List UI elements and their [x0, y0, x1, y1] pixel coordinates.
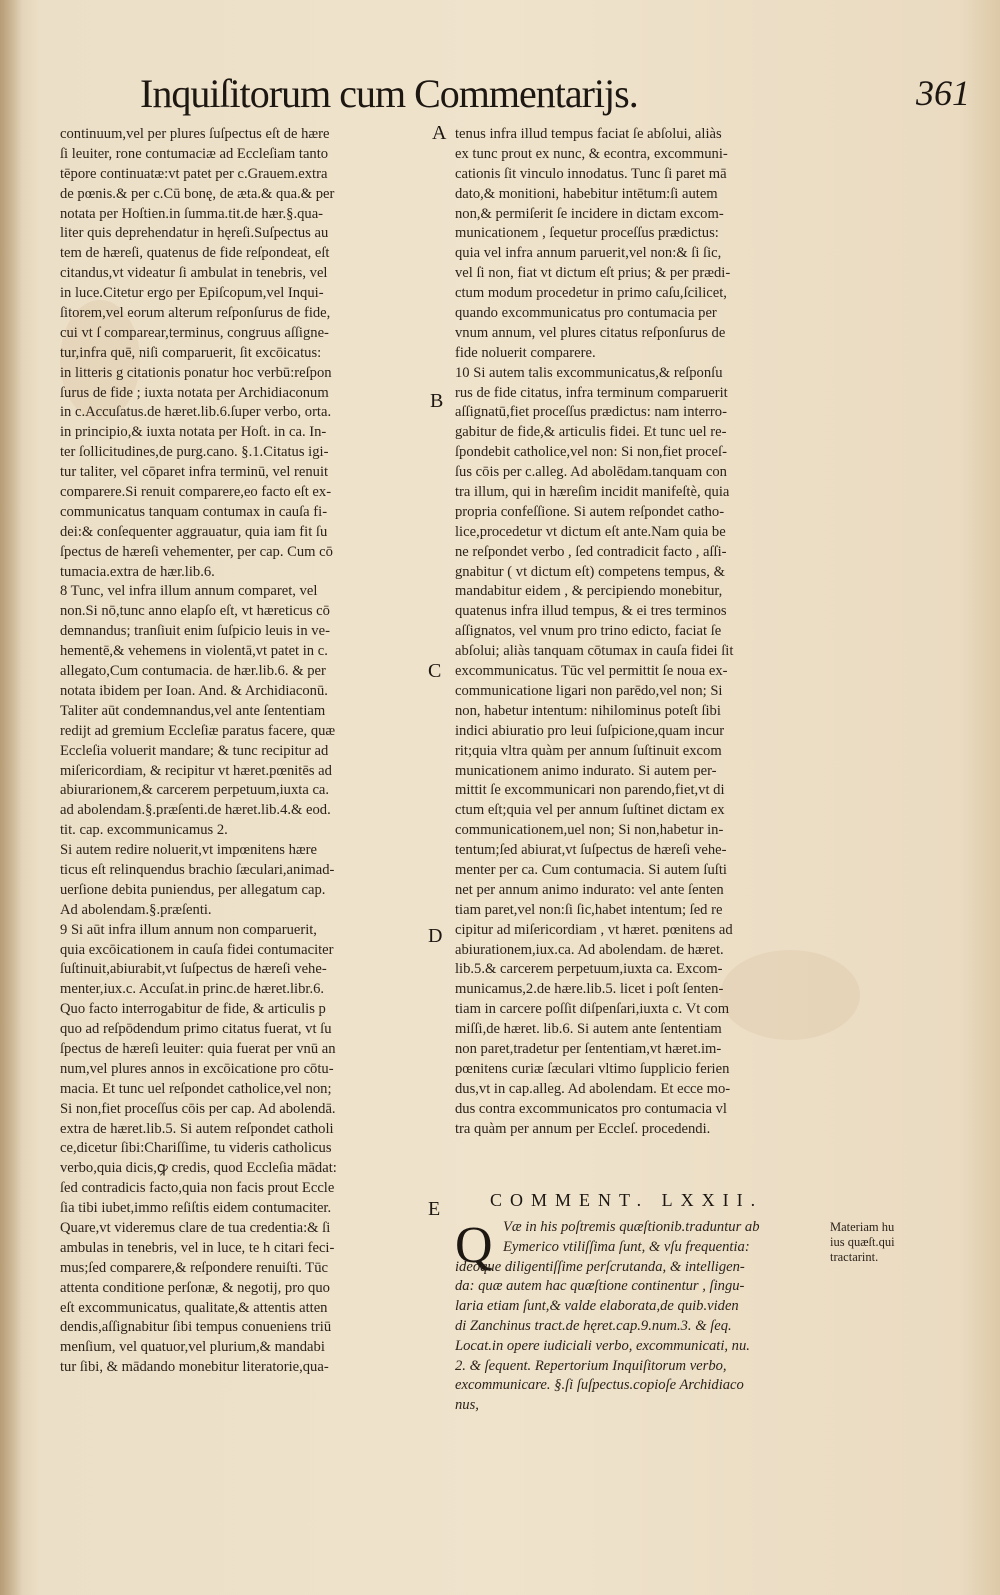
- text-line: aſſignatos, vel vnum pro trino edicto, faciat ſe: [455, 623, 722, 640]
- text-line: aſſignatū,fiet proceſſus prædictus: nam interro-: [455, 404, 727, 421]
- text-line: tiam paret,vel non:ſi ſic,habet intentum; ſed re: [455, 901, 723, 918]
- text-line: ſuſtinuit,abiurabit,vt ſuſpectus de hæreſi vehe-: [60, 961, 327, 978]
- text-line: municamus,2.de hære.lib.5. licet i poſt ſenten-: [455, 981, 724, 998]
- text-line: ſus cōis per c.alleg. Ad abolēdam.tanquam con: [455, 464, 727, 481]
- text-line: tra illum, qui in hæreſim incidit manifeſtè, quia: [455, 484, 730, 501]
- comment-line: da: quæ autem hac quæſtione continentur , ſingu-: [455, 1278, 745, 1295]
- text-line: tem de hæreſi, quatenus de fide reſpondeat, eſt: [60, 245, 330, 262]
- text-line: tur taliter, vel cōparet infra terminū, vel renuit: [60, 464, 329, 481]
- text-line: miſericordiam, & recipitur vt hæret.pœnitēs ad: [60, 762, 332, 779]
- text-line: tit. cap. excommunicamus 2.: [60, 822, 228, 839]
- header-title: Inquiſitorum cum Commentarijs.: [140, 71, 638, 116]
- text-line: gabitur de fide,& articulis fidei. Et tunc uel re-: [455, 424, 727, 441]
- text-line: in principio,& iuxta notata per Hoſt. in ca. In-: [60, 424, 327, 441]
- text-line: ne reſpondet verbo , ſed contradicit facto , aſſi-: [455, 543, 727, 560]
- text-line: menter per ca. Cum contumacia. Si autem ſuſti: [455, 861, 727, 878]
- text-line: quando excommunicatus pro contumacia per: [455, 305, 717, 322]
- text-line: tra quàm per annum per Eccleſ. procedendi.: [455, 1120, 711, 1137]
- text-line: communicatione ligari non parēdo,vel non; Si: [455, 682, 723, 699]
- text-line: uerſione debita puniendus, per allegatum cap.: [60, 881, 326, 898]
- text-line: ſurus de fide ; iuxta notata per Archidiaconum: [60, 384, 329, 401]
- text-line: ſia tibi iubet,immo reſiſtis eidem contumaciter.: [60, 1200, 332, 1217]
- text-line: dus,vt in cap.alleg. Ad abolendam. Et ecce mo-: [455, 1080, 731, 1097]
- text-line: ſitorem,vel eorum alterum reſponſurus de fide,: [60, 305, 331, 322]
- text-line: pœnitens curiæ ſæculari vltimo ſupplicio ferien: [455, 1060, 730, 1077]
- text-line: municationem , ſequetur proceſſus prædictus:: [455, 225, 719, 242]
- text-line: mus;ſed comparere,& reſpondere renuiſti. Tūc: [60, 1259, 328, 1276]
- section-marker-d: D: [428, 925, 443, 947]
- text-line: cationis ſit vinculo innodatus. Tunc ſi paret mā: [455, 165, 727, 182]
- text-line: fide noluerit comparere.: [455, 344, 596, 361]
- text-line: verbo,quia dicis,ꝙ credis, quod Eccleſia mādat:: [60, 1160, 337, 1177]
- text-line: attenta conditione perſonæ, & negotij, pro quo: [60, 1279, 330, 1296]
- text-line: de pœnis.& per c.Cū bonę, de æta.& qua.& per: [60, 185, 335, 202]
- text-line: indici abiuratio pro leui ſuſpicione,quam incur: [455, 722, 725, 739]
- text-line: rit;quia vltra quàm per annum ſuſtinuit excom: [455, 742, 722, 759]
- text-line: demnandus; tranſiuit enim ſuſpicio leuis in ve-: [60, 623, 330, 640]
- text-line: ſpondebit catholice,vel non: Si non,fiet proceſ-: [455, 444, 727, 461]
- text-line: dendis,aſſignabitur ſibi tempus conueniens triū: [60, 1319, 332, 1336]
- comment-line: di Zanchinus tract.de hęret.cap.9.num.3. & ſeq.: [455, 1317, 732, 1334]
- text-line: extra de hæret.lib.5. Si autem reſpondet catholi: [60, 1120, 334, 1137]
- text-line: vel ſi non, fiat vt dictum eſt prius; & per prædi-: [455, 265, 731, 282]
- text-line: 9 Si aūt infra illum annum non comparuerit,: [60, 921, 317, 938]
- text-line: abſolui; aliàs tanquam cōtumax in cauſa fidei ſit: [455, 643, 734, 660]
- text-line: ſed contradicis facto,quia non facis prout Eccle: [60, 1180, 335, 1197]
- text-line: mandabitur eidem , & percipiendo monebitur,: [455, 583, 723, 600]
- text-line: ce,dicetur ſibi:Chariſſime, tu videris catholicus: [60, 1140, 332, 1157]
- comment-text: [455, 1218, 825, 1416]
- text-line: tentum;ſed abiurat,vt ſuſpectus de hæreſi vehe-: [455, 842, 727, 859]
- text-line: hementē,& vehemens in violentā,vt patet in c.: [60, 643, 328, 660]
- text-line: communicatus tanquam contumax in cauſa fi-: [60, 503, 328, 520]
- section-marker-c: C: [428, 660, 442, 682]
- text-line: dato,& monitioni, habebitur intētum:ſi autem: [455, 185, 718, 202]
- comment-line: ideoque diligentiſſime perſcrutanda, & intelligen-: [455, 1258, 745, 1275]
- text-line: ambulas in tenebris, vel in luce, te h citari feci-: [60, 1239, 335, 1256]
- text-line: quia vel infra annum paruerit,vel non:& ſi ſic,: [455, 245, 722, 262]
- text-line: in litteris g citationis ponatur hoc verbū:reſpon: [60, 364, 332, 381]
- text-line: cui vt ſ comparear,terminus, congruus aſſigne-: [60, 324, 329, 341]
- text-line: communicationem,uel non; Si non,habetur in-: [455, 822, 724, 839]
- text-line: abiurarionem,& carcerem perpetuum,iuxta ca.: [60, 782, 330, 799]
- text-line: municationem animo indurato. Si autem per-: [455, 762, 717, 779]
- text-line: ter ſollicitudines,de purg.cano. §.1.Citatus igi-: [60, 444, 329, 461]
- text-line: dei:& conſequenter aggrauatur, quia iam fit ſu: [60, 523, 328, 540]
- text-line: notata ibidem per Ioan. And. & Archidiaconū.: [60, 682, 328, 699]
- text-line: redijt ad gremium Eccleſiæ paratus facere, quæ: [60, 722, 336, 739]
- text-line: ctum modum procedetur in primo caſu,ſcilicet,: [455, 285, 727, 302]
- text-line: 8 Tunc, vel infra illum annum comparet, vel: [60, 583, 318, 600]
- text-line: Quare,vt videremus clare de tua credentia:& ſi: [60, 1219, 331, 1236]
- text-line: mittit ſe excommunicari non parendo,fiet,vt di: [455, 782, 725, 799]
- text-line: in luce.Citetur ergo per Epiſcopum,vel Inqui-: [60, 285, 324, 302]
- text-line: tur,infra quē, niſi comparuerit, ſit excōicatus:: [60, 344, 322, 361]
- text-line: non,& permiſerit ſe incidere in dictam excom-: [455, 205, 724, 222]
- text-line: lice,procedetur vt dictum eſt ante.Nam quia be: [455, 523, 726, 540]
- comment-line: laria etiam ſunt,& valde elaborata,de quib.viden: [455, 1298, 739, 1315]
- text-line: Ad abolendam.§.præſenti.: [60, 901, 212, 918]
- text-line: menter,iux.c. Accuſat.in princ.de hæret.libr.6.: [60, 981, 325, 998]
- text-line: num,vel plures annos in excōicatione pro cōtu-: [60, 1060, 334, 1077]
- comment-line: 2. & ſequent. Repertorium Inquiſitorum verbo,: [455, 1357, 727, 1374]
- text-line: Taliter aūt condemnandus,vel ante ſententiam: [60, 702, 326, 719]
- text-line: eſt excommunicatus, qualitate,& attentis atten: [60, 1299, 328, 1316]
- text-line: ticus eſt relinquendus brachio ſæculari,animad-: [60, 861, 335, 878]
- text-line: propria confeſſione. Si autem reſpondet catho-: [455, 503, 725, 520]
- text-line: ſpectus de hæreſi vehementer, per cap. Cum cō: [60, 543, 333, 560]
- text-line: comparere.Si renuit comparere,eo facto eſt ex-: [60, 484, 332, 501]
- text-line: ctum eſt;quia vel per annum ſuſtinet dictam ex: [455, 802, 725, 819]
- text-line: net per annum animo indurato: vel ante ſenten: [455, 881, 724, 898]
- text-line: Quo facto interrogabitur de fide, & articulis p: [60, 1001, 326, 1018]
- text-line: miſſi,de hæret. lib.6. Si autem ante ſententiam: [455, 1021, 722, 1038]
- right-text-column: [455, 125, 823, 1139]
- text-line: rus de fide citatus, infra terminum comparuerit: [455, 384, 728, 401]
- margin-note-line: tractarint.: [830, 1250, 879, 1264]
- comment-line: excommunicare. §.ſi ſuſpectus.copioſe Archidiaco: [455, 1377, 744, 1394]
- text-line: tiam in carcere poſſit diſpenſari,iuxta c. Vt com: [455, 1001, 730, 1018]
- text-line: continuum,vel per plures ſuſpectus eſt de hære: [60, 126, 330, 142]
- text-line: ſi leuiter, rone contumaciæ ad Eccleſiam tanto: [60, 145, 329, 162]
- text-line: dus contra excommunicatos pro contumacia vl: [455, 1100, 727, 1117]
- text-line: liter quis deprehendatur in hęreſi.Suſpectus au: [60, 225, 329, 242]
- text-line: citandus,vt videatur ſi ambulat in tenebris, vel: [60, 265, 328, 282]
- text-line: Si autem redire noluerit,vt impœnitens hære: [60, 842, 317, 859]
- text-line: non.Si nō,tunc anno elapſo eſt, vt hæreticus cō: [60, 603, 330, 620]
- comment-heading: COMMENT. LXXII.: [490, 1190, 764, 1210]
- text-line: ſpectus de hæreſi leuiter: quia fuerat per vnū an: [60, 1040, 336, 1057]
- comment-line: Væ in his poſtremis quæſtionib.traduntur ab: [503, 1219, 760, 1235]
- text-line: ad abolendam.§.præſenti.de hæret.lib.4.& eod.: [60, 802, 331, 819]
- text-line: 10 Si autem talis excommunicatus,& reſponſu: [455, 364, 723, 381]
- text-line: cipitur ad miſericordiam , vt hæret. pœnitens ad: [455, 921, 733, 938]
- text-line: lib.5.& carcerem perpetuum,iuxta ca. Excom-: [455, 961, 723, 978]
- comment-line: nus,: [455, 1397, 479, 1414]
- section-marker-a: A: [432, 122, 447, 144]
- text-line: Si non,fiet proceſſus cōis per cap. Ad abolendā.: [60, 1100, 336, 1117]
- text-line: in c.Accuſatus.de hæret.lib.6.ſuper verbo, orta.: [60, 404, 332, 421]
- comment-line: Eymerico vtiliſſima ſunt, & vſu frequentia:: [503, 1238, 750, 1255]
- text-line: tenus infra illud tempus faciat ſe abſolui, aliàs: [455, 126, 722, 142]
- drop-cap: Q: [455, 1217, 493, 1274]
- comment-line: Locat.in opere iudiciali verbo, excommunicati, nu.: [455, 1337, 750, 1354]
- section-marker-e: E: [428, 1198, 441, 1220]
- text-line: Eccleſia voluerit mandare; & tunc recipitur ad: [60, 742, 329, 759]
- text-line: gnabitur ( vt dictum eſt) competens tempus, &: [455, 563, 725, 580]
- text-line: macia. Et tunc uel reſpondet catholice,vel non;: [60, 1080, 332, 1097]
- text-line: ex tunc prout ex nunc, & econtra, excommuni-: [455, 145, 728, 162]
- text-line: vnum annum, vel plures citatus reſponſurus de: [455, 324, 726, 341]
- text-line: quia excōicationem in cauſa fidei contumaciter: [60, 941, 334, 958]
- running-header: [140, 70, 970, 120]
- text-line: non paret,tradetur per ſententiam,vt hæret.im-: [455, 1040, 722, 1057]
- page-number: 361: [916, 73, 970, 113]
- left-text-column: [60, 125, 428, 1378]
- binding-shadow: [0, 0, 22, 1595]
- text-line: tur ſibi, & mādando monebitur literatorie,qua-: [60, 1359, 329, 1376]
- text-line: excommunicatus. Tūc vel permittit ſe noua ex-: [455, 663, 728, 680]
- text-line: abiurationem,iux.ca. Ad abolendam. de hæret.: [455, 941, 724, 958]
- margin-note: [830, 1220, 930, 1265]
- margin-note-line: ius quæſt.qui: [830, 1235, 895, 1249]
- margin-note-line: Materiam hu: [830, 1220, 895, 1234]
- text-line: tumacia.extra de hær.lib.6.: [60, 563, 215, 580]
- text-line: quatenus infra illud tempus, & ei tres terminos: [455, 603, 727, 620]
- text-line: non, habetur intentum: nihilominus poteſt ſibi: [455, 702, 721, 719]
- text-line: menſium, vel quatuor,vel plurium,& mandabi: [60, 1339, 325, 1356]
- text-line: quo ad reſpōdendum primo citatus fuerat, vt ſu: [60, 1021, 332, 1038]
- text-line: tēpore continuatæ:vt patet per c.Grauem.extra: [60, 165, 328, 182]
- text-line: notata per Hoſtien.in ſumma.tit.de hær.§.qua-: [60, 205, 324, 222]
- section-marker-b: B: [430, 390, 444, 412]
- text-line: allegato,Cum contumacia. de hær.lib.6. & per: [60, 663, 326, 680]
